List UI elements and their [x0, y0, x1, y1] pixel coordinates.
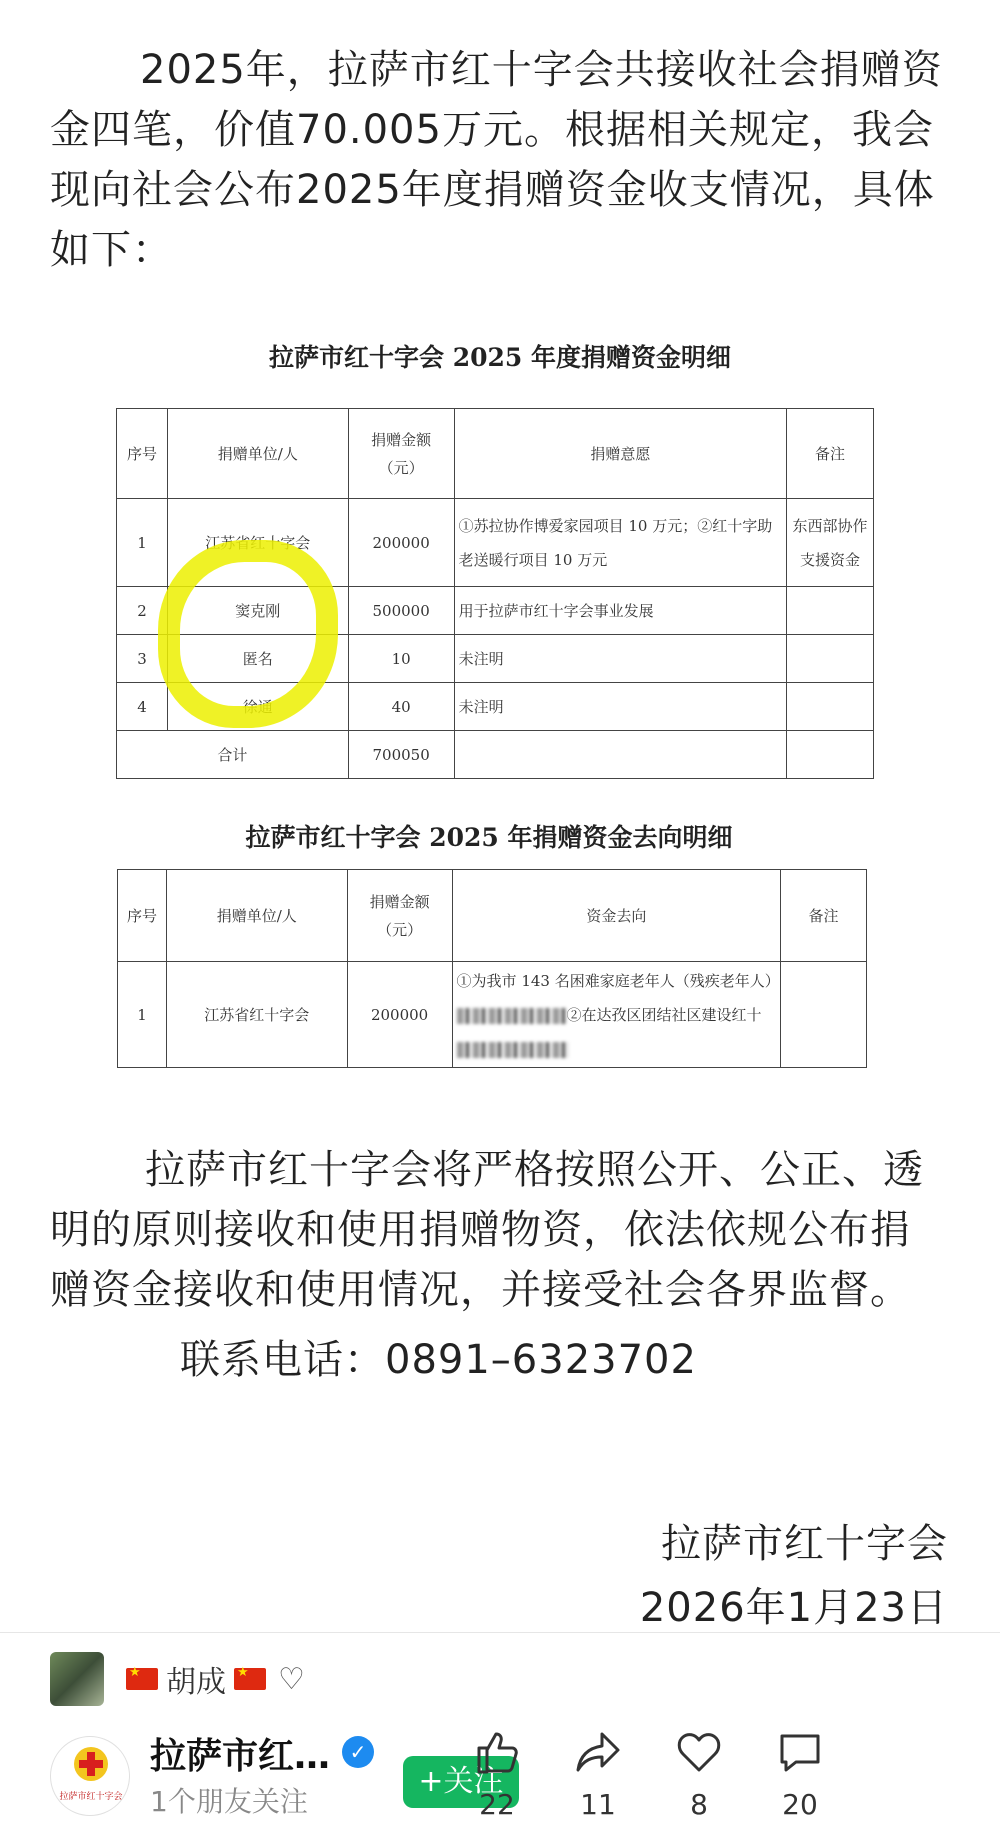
header-no: 序号: [117, 409, 168, 499]
account-name[interactable]: 拉萨市红…: [150, 1736, 331, 1777]
comment-icon: [776, 1728, 824, 1776]
header-donor: 捐赠单位/人: [167, 409, 348, 499]
cell-intent: 未注明: [454, 635, 786, 683]
verified-icon: ✓: [342, 1736, 374, 1768]
cell-note: [787, 587, 874, 635]
blurred-text: [457, 1042, 569, 1058]
header-note: 备注: [781, 870, 867, 962]
cell-no: 4: [117, 683, 168, 731]
table-header-row: [117, 409, 874, 499]
header-donor: 捐赠单位/人: [166, 870, 347, 962]
signature-date: 2026年1月23日: [639, 1585, 948, 1631]
liked-by-row[interactable]: [50, 1652, 305, 1706]
donation-detail-table: [116, 408, 874, 779]
thumbs-up-icon: [473, 1728, 521, 1776]
cell-donor: 徐通: [167, 683, 348, 731]
commenter-name[interactable]: 胡成: [166, 1665, 226, 1700]
cell-amount: 40: [348, 683, 454, 731]
table-row: [118, 962, 867, 1068]
contact-phone: 联系电话：0891–6323702: [180, 1337, 697, 1383]
divider: [0, 1632, 1000, 1633]
closing-paragraph: 拉萨市红十字会将严格按照公开、公正、透明的原则接收和使用捐赠物资，依法依规公布捐赠资金接收和使用情况，并接受社会各界监督。: [50, 1147, 924, 1313]
share-action[interactable]: [558, 1728, 638, 1828]
favorite-icon: [675, 1728, 723, 1776]
follow-button[interactable]: +关注: [403, 1756, 519, 1808]
table2-title: 拉萨市红十字会 2025 年捐赠资金去向明细: [245, 823, 733, 852]
share-count: 11: [580, 1788, 616, 1821]
table-row: [117, 683, 874, 731]
use-line-2: [457, 998, 777, 1032]
header-no: 序号: [118, 870, 167, 962]
comment-action[interactable]: [760, 1728, 840, 1828]
header-amount: 捐赠金额 （元）: [348, 409, 454, 499]
red-cross-bar: [79, 1760, 103, 1768]
use-line-2-text: ②在达孜区团结社区建设红十: [566, 1005, 762, 1024]
table-header-row: [118, 870, 867, 962]
account-logo[interactable]: [50, 1736, 130, 1816]
use-line-3: [457, 1032, 777, 1066]
header-amount: 捐赠金额 （元）: [347, 870, 452, 962]
cell-donor: 江苏省红十字会: [166, 962, 347, 1068]
cell-intent: 用于拉萨市红十字会事业发展: [454, 587, 786, 635]
table-row: [117, 587, 874, 635]
cell-note: [787, 635, 874, 683]
blurred-text: [457, 1008, 567, 1024]
cell-amount: 500000: [348, 587, 454, 635]
header-intent: 捐赠意愿: [454, 409, 786, 499]
cell-donor: 江苏省红十字会: [167, 499, 348, 587]
cell-no: 2: [117, 587, 168, 635]
cell-donor: 匿名: [167, 635, 348, 683]
favorite-count: 8: [690, 1788, 708, 1821]
comment-count: 20: [782, 1788, 818, 1821]
cell-intent: ①苏拉协作博爱家园项目 10 万元；②红十字助老送暖行项目 10 万元: [454, 499, 786, 587]
cell-empty: [454, 731, 786, 779]
logo-text: 拉萨市红十字会: [59, 1792, 123, 1802]
like-count: 22: [479, 1788, 515, 1821]
heart-icon[interactable]: ♡: [278, 1661, 305, 1697]
fund-usage-table: [117, 869, 867, 1068]
follower-count: 1个朋友关注: [150, 1785, 308, 1818]
share-icon: [574, 1728, 622, 1776]
flag-icon: [234, 1668, 266, 1690]
flag-icon: [126, 1668, 158, 1690]
cell-no: 3: [117, 635, 168, 683]
table1-title: 拉萨市红十字会 2025 年度捐赠资金明细: [269, 343, 731, 372]
cell-amount: 10: [348, 635, 454, 683]
like-action[interactable]: [457, 1728, 537, 1828]
cell-note: [781, 962, 867, 1068]
cell-intent: 未注明: [454, 683, 786, 731]
header-note: 备注: [787, 409, 874, 499]
cell-note: [787, 683, 874, 731]
total-label: 合计: [117, 731, 349, 779]
cell-use: [452, 962, 781, 1068]
table-total-row: [117, 731, 874, 779]
total-amount: 700050: [348, 731, 454, 779]
header-use: 资金去向: [452, 870, 781, 962]
intro-paragraph: 2025年，拉萨市红十字会共接收社会捐赠资金四笔，价值70.005万元。根据相关规定，我会现向社会公布2025年度捐赠资金收支情况，具体如下：: [50, 47, 943, 273]
cell-note: 东西部协作支援资金: [787, 499, 874, 587]
cell-donor: 窦克刚: [167, 587, 348, 635]
favorite-action[interactable]: [659, 1728, 739, 1828]
cell-no: 1: [118, 962, 167, 1068]
cell-no: 1: [117, 499, 168, 587]
use-line-1: ①为我市 143 名困难家庭老年人（残疾老年人）: [456, 971, 780, 990]
cell-empty: [787, 731, 874, 779]
account-bar: [50, 1728, 950, 1824]
cell-amount: 200000: [347, 962, 452, 1068]
commenter-avatar[interactable]: [50, 1652, 104, 1706]
signature-organization: 拉萨市红十字会: [661, 1521, 948, 1567]
cell-amount: 200000: [348, 499, 454, 587]
table-row: [117, 499, 874, 587]
table-row: [117, 635, 874, 683]
